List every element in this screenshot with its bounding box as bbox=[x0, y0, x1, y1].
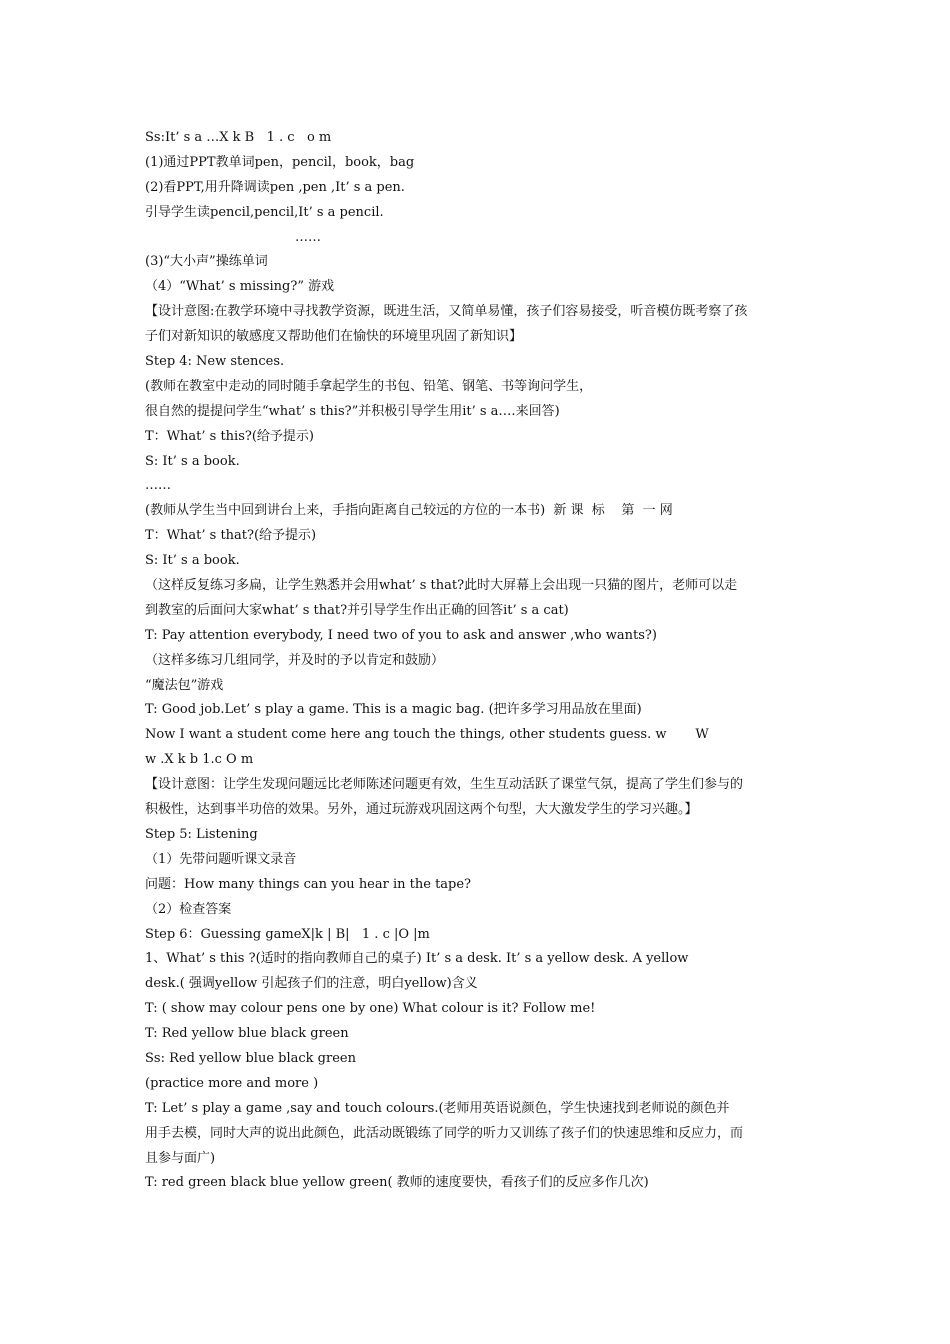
text-line: T: red green black blue yellow green( 教师的速度要快，看孩子们的反应多作几次) bbox=[145, 1175, 649, 1191]
text-line: T：What’ s that?(给予提示) bbox=[145, 528, 317, 544]
ellipsis-line: …… bbox=[145, 478, 171, 494]
design-intent-line: 【设计意图:在教学环境中寻找教学资源，既进生活，又简单易懂，孩子们容易接受，听音模仿既考察了孩 bbox=[145, 304, 748, 320]
text-line: T: Let’ s play a game ,say and touch colours.(老师用英语说颜色，学生快速找到老师说的颜色并 bbox=[145, 1100, 730, 1116]
text-line: Ss:It’ s a …X k B 1 . c o m bbox=[145, 130, 332, 145]
text-line: （这样反复练习多扁，让学生熟悉并会用what’ s that?此时大屏幕上会出现一只猫的图片，老师可以走 bbox=[145, 578, 738, 594]
text-line: S: It’ s a book. bbox=[145, 553, 240, 569]
text-line: S: It’ s a book. bbox=[145, 453, 240, 469]
text-line: (3)“大小声”操练单词 bbox=[145, 254, 268, 270]
step-heading: Step 6：Guessing gameX|k | B| 1 . c |O |m bbox=[145, 926, 430, 942]
text-line: （1）先带问题听课文录音 bbox=[145, 851, 297, 867]
text-line: desk.( 强调yellow 引起孩子们的注意，明白yellow)含义 bbox=[145, 976, 478, 992]
text-line: (教师从学生当中回到讲台上来，手指向距离自己较远的方位的一本书) 新 课 标 第 一 网 bbox=[145, 503, 673, 519]
step-heading: Step 5: Listening bbox=[145, 826, 258, 842]
text-line: T: Red yellow blue black green bbox=[145, 1026, 349, 1042]
text-line: (教师在教室中走动的同时随手拿起学生的书包、铅笔、钢笔、书等询问学生， bbox=[145, 378, 593, 394]
text-line: T: ( show may colour pens one by one) What colour is it? Follow me! bbox=[145, 1001, 596, 1017]
text-line: T: Pay attention everybody, I need two of you to ask and answer ,who wants?) bbox=[145, 627, 657, 643]
text-line: 且参与面广) bbox=[145, 1150, 216, 1166]
text-line: 问题：How many things can you hear in the tape? bbox=[145, 876, 472, 892]
text-line: (1)通过PPT教单词pen，pencil，book，bag bbox=[145, 154, 415, 170]
text-line: w .X k b 1.c O m bbox=[145, 752, 254, 768]
text-line: T：What’ s this?(给予提示) bbox=[145, 428, 314, 444]
text-line: Ss: Red yellow blue black green bbox=[145, 1050, 356, 1066]
text-line: (practice more and more ) bbox=[145, 1075, 319, 1091]
text-line: T: Good job.Let’ s play a game. This is a magic bag. (把许多学习用品放在里面) bbox=[145, 702, 642, 718]
text-line: Now I want a student come here ang touch the things, other students guess. w W bbox=[145, 727, 709, 743]
text-line: 用手去模，同时大声的说出此颜色，此活动既锻练了同学的听力又训练了孩子们的快速思维和反应力，而 bbox=[145, 1125, 744, 1141]
text-line: 引导学生读pencil,pencil,It’ s a pencil. bbox=[145, 204, 384, 220]
step-heading: Step 4: New stences. bbox=[145, 354, 285, 370]
design-intent-line: 积极性，达到事半功倍的效果。另外，通过玩游戏巩固这两个句型，大大激发学生的学习兴趣。】 bbox=[145, 802, 698, 818]
text-line: （2）检查答案 bbox=[145, 901, 232, 917]
ellipsis-line: …… bbox=[295, 229, 321, 245]
lesson-plan-text bbox=[145, 126, 805, 1196]
text-line: (2)看PPT,用升降调读pen ,pen ,It’ s a pen. bbox=[145, 179, 405, 195]
design-intent-line: 子们对新知识的敏感度又帮助他们在愉快的环境里巩固了新知识】 bbox=[145, 329, 523, 345]
design-intent-line: 【设计意图：让学生发现问题远比老师陈述问题更有效，生生互动活跃了课堂气氛，提高了学生们参与的 bbox=[145, 777, 744, 793]
text-line: （4）“What’ s missing?” 游戏 bbox=[145, 279, 335, 295]
text-line: 到教室的后面问大家what’ s that?并引导学生作出正确的回答it’ s a cat) bbox=[145, 602, 569, 618]
text-line: 1、What’ s this ?(适时的指向教师自己的桌子) It’ s a desk. It’ s a yellow desk. A yellow bbox=[145, 951, 689, 967]
text-line: （这样多练习几组同学，并及时的予以肯定和鼓励） bbox=[145, 652, 445, 668]
text-line: 很自然的提提问学生“what’ s this?”并积极引导学生用it’ s a….来回答) bbox=[145, 403, 560, 419]
text-line: “魔法包”游戏 bbox=[145, 677, 224, 693]
